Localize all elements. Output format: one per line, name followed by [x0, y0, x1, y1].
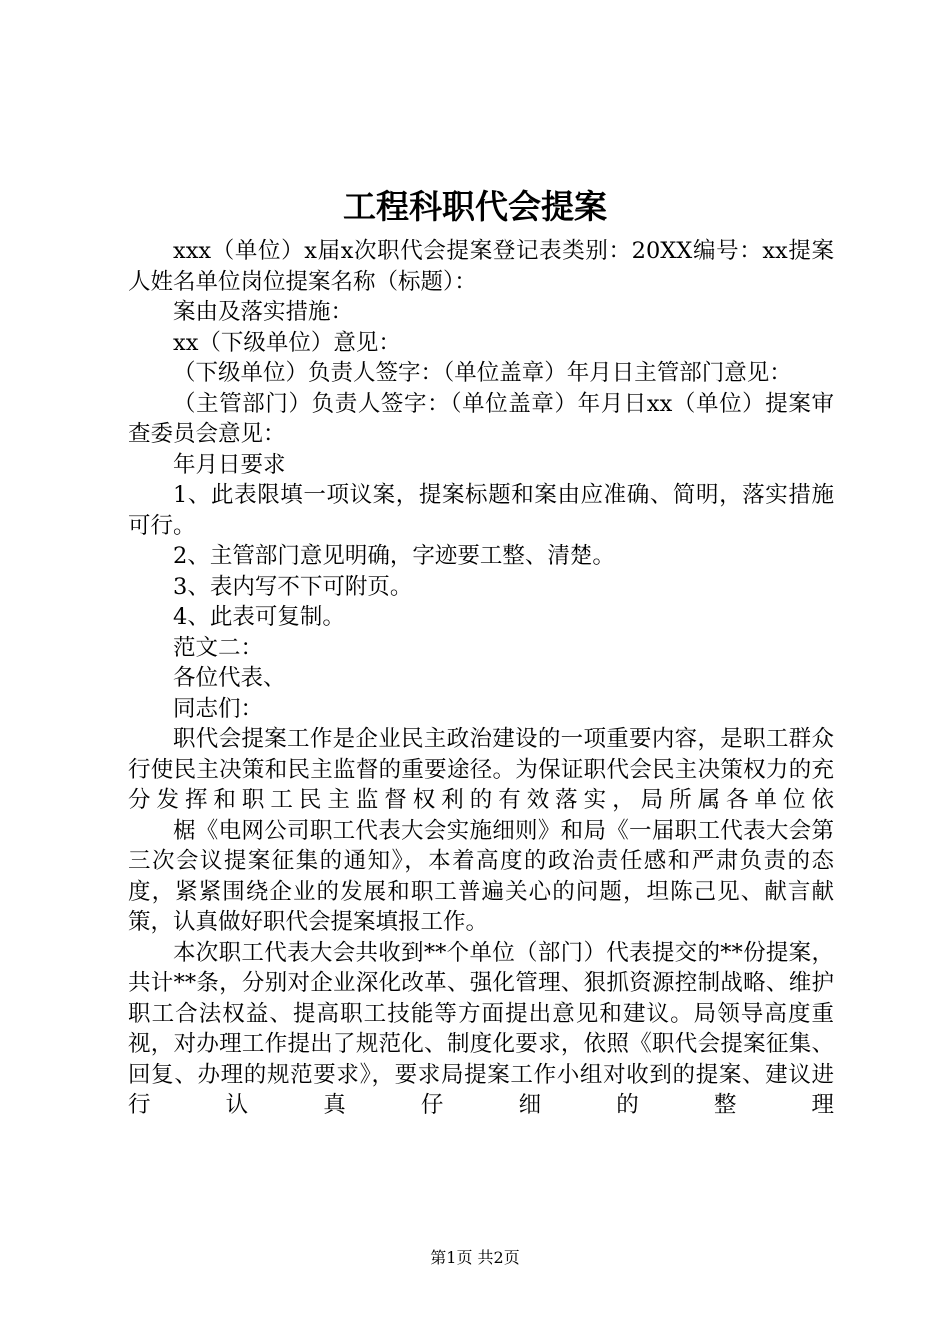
- paragraph-greeting-delegates: 各位代表、: [173, 665, 286, 691]
- paragraph-sample-two: 范文二：: [173, 634, 264, 661]
- paragraph-greeting-comrades: 同志们：: [173, 695, 264, 722]
- paragraph-proposal-work-intro: 职代会提案工作是企业民主政治建设的一项重要内容，是职工群众行使民主决策和民主监督的重要途径。为保证职代会民主决策权力的充分发挥和职工民主监督权利的有效落实，局所属各单位依: [128, 726, 834, 813]
- document-body: [128, 236, 834, 1121]
- paragraph-subordinate-opinion: xx（下级单位）意见：: [173, 329, 401, 356]
- paragraph-requirement-2: 2、主管部门意见明确，字迹要工整、清楚。: [173, 543, 615, 569]
- paragraph-registration-form: xxx（单位）x届x次职代会提案登记表类别：20XX编号：xx提案人姓名单位岗位提案名称（标题）：: [128, 238, 834, 295]
- paragraph-requirements-heading: 年月日要求: [173, 451, 286, 478]
- paragraph-department-signature: （主管部门）负责人签字：（单位盖章）年月日xx（单位）提案审查委员会意见：: [128, 390, 834, 447]
- paragraph-requirement-4: 4、此表可复制。: [173, 604, 345, 630]
- paragraph-reason-measures: 案由及落实措施：: [173, 299, 354, 325]
- paragraph-proposal-summary: 本次职工代表大会共收到**个单位（部门）代表提交的**份提案，共计**条，分别对企业深化改革、强化管理、狠抓资源控制战略、维护职工合法权益、提高职工技能等方面提出意见和建议。局领导高度重视，对办理工作提出了规范化、制度化要求，依照《职代会提案征集、回复、办理的规范要求》，要求局提案工作小组对收到的提案、建议进行认真仔细的整理: [128, 939, 834, 1118]
- page-footer: 第1页 共2页: [430, 1248, 520, 1267]
- paragraph-requirement-3: 3、表内写不下可附页。: [173, 573, 413, 600]
- document-title: 工程科职代会提案: [343, 187, 607, 226]
- paragraph-requirement-1: 1、此表限填一项议案，提案标题和案由应准确、简明，落实措施可行。: [128, 482, 834, 539]
- paragraph-subordinate-signature: （下级单位）负责人签字：（单位盖章）年月日主管部门意见：: [173, 360, 792, 386]
- paragraph-proposal-basis: 椐《电网公司职工代表大会实施细则》和局《一届职工代表大会第三次会议提案征集的通知》，本着高度的政治责任感和严肃负责的态度，紧紧围绕企业的发展和职工普遍关心的问题，坦陈己见、献言献策，认真做好职代会提案填报工作。: [128, 817, 834, 935]
